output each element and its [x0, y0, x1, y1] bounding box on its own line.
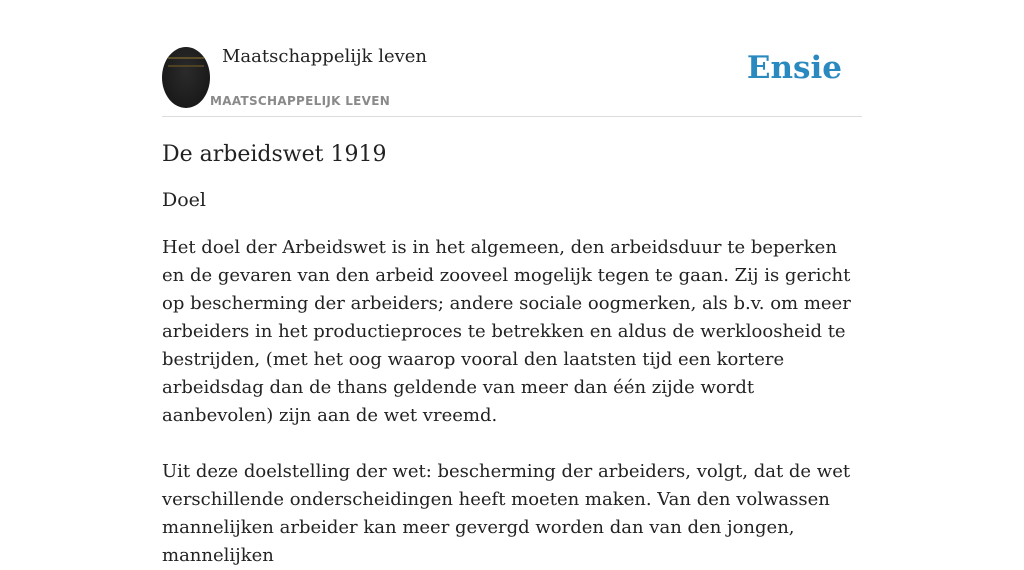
article-paragraph: Uit deze doelstelling der wet: bescherming der arbeiders, volgt, dat de wet verschillende onderscheidingen heeft moeten maken. Van den volwassen mannelijken arbeider kan meer gevergd worden dan van den jongen, mannelijken [162, 461, 851, 566]
section-heading: Doel [162, 189, 206, 211]
article-body [162, 136, 862, 570]
avatar-image-icon [168, 57, 204, 67]
publication-category[interactable]: MAATSCHAPPELIJK LEVEN [210, 94, 391, 108]
page-header [162, 0, 862, 117]
article-paragraph: Het doel der Arbeidswet is in het algemeen, den arbeidsduur te beperken en de gevaren van den arbeid zooveel mogelijk tegen te gaan. Zij is gericht op bescherming der arbeiders; andere sociale oogmerken, als b.v. om meer arbeiders in het productieproces te betrekken en aldus de werkloosheid te bestrijden, (met het oog waarop vooral den laatsten tijd een kortere arbeidsdag dan de thans geldende van meer dan één zijde wordt aanbevolen) zijn aan de wet vreemd. [162, 237, 851, 426]
article-title: De arbeidswet 1919 [162, 142, 387, 167]
ensie-logo-link[interactable]: Ensie [746, 50, 842, 86]
publication-avatar[interactable] [162, 47, 210, 108]
publication-title[interactable]: Maatschappelijk leven [222, 46, 428, 67]
